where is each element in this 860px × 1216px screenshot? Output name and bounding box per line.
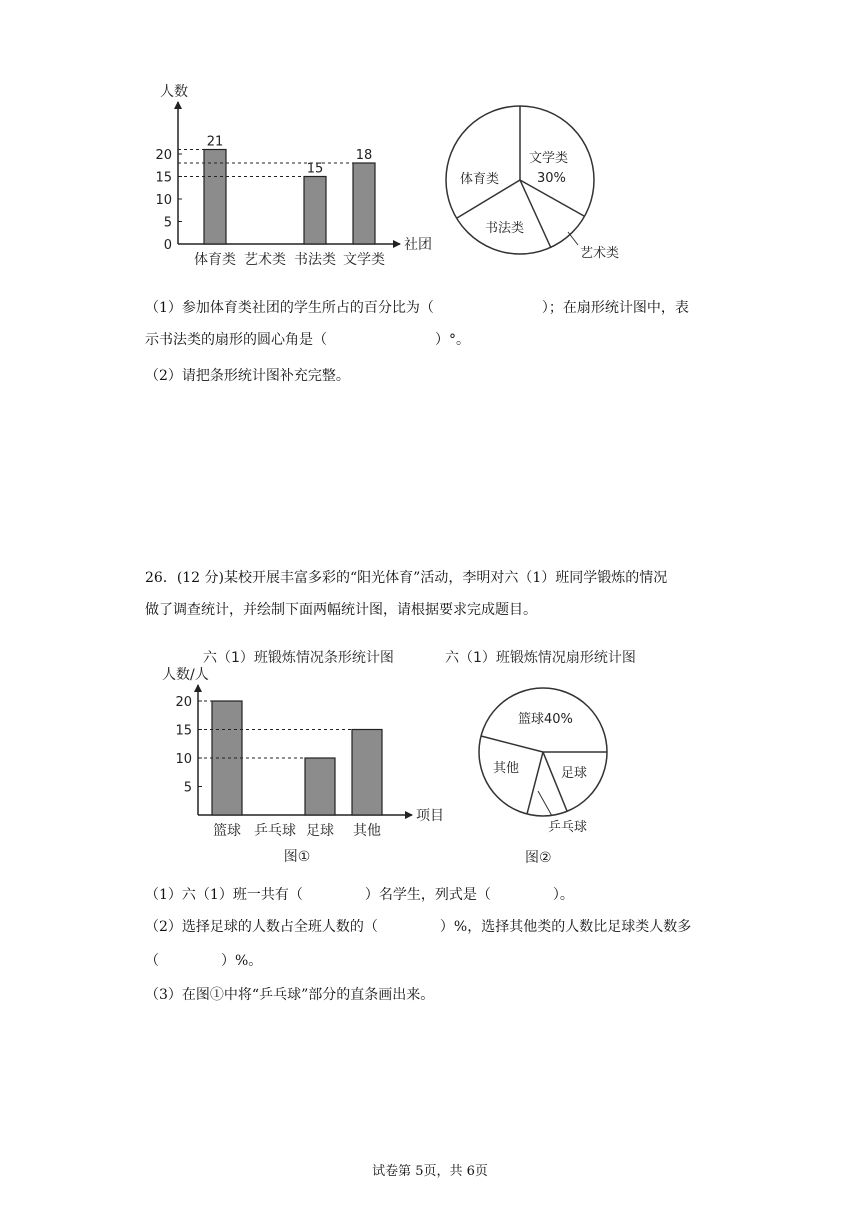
y-tick-label: 5	[183, 780, 192, 796]
y-tick-label: 10	[175, 752, 192, 767]
q26-intro-line2: 做了调查统计，并绘制下面两幅统计图，请根据要求完成题目。	[145, 602, 537, 618]
bar	[204, 150, 226, 245]
y-tick-label: 5	[163, 215, 172, 231]
q26-part2-line1: （2）选择足球的人数占全班人数的（ ）%，选择其他类的人数比足球类人数多	[145, 919, 692, 935]
bar-value-label: 18	[355, 148, 373, 163]
pie-label-other: 其他	[493, 761, 520, 776]
bar	[305, 758, 335, 815]
y-axis-arrow	[194, 684, 202, 692]
pie-label-arts: 艺术类	[580, 246, 620, 261]
pie-label-pingpong: 乒乓球	[548, 820, 588, 835]
x-axis-arrow	[393, 240, 401, 248]
x-tick-label: 篮球	[213, 823, 241, 839]
x-tick-label: 乒乓球	[254, 823, 296, 839]
bar-value-label: 15	[306, 161, 324, 177]
x-tick-label: 书法类	[294, 252, 336, 268]
pie-label-basketball: 篮球40%	[518, 712, 573, 727]
y-axis-label: 人数/人	[162, 667, 209, 683]
y-tick-label: 20	[175, 695, 192, 710]
q25-part1-line2: 示书法类的扇形的圆心角是（ ）°。	[145, 332, 470, 348]
q26-part1: （1）六（1）班一共有（ ）名学生，列式是（ ）。	[145, 887, 574, 903]
x-axis-arrow	[405, 811, 413, 819]
x-tick-label: 足球	[306, 823, 334, 839]
y-tick-label: 15	[155, 170, 172, 186]
x-tick-label: 文学类	[343, 252, 385, 268]
pie-label-football: 足球	[561, 766, 588, 781]
pie-label-calligraphy: 书法类	[485, 221, 525, 236]
q26-intro-line1: 26．(12 分)某校开展丰富多彩的“阳光体育”活动，李明对六（1）班同学锻炼的情况	[145, 570, 668, 586]
pie-label-sports: 体育类	[460, 172, 500, 187]
bar-chart-title: 六（1）班锻炼情况条形统计图	[203, 650, 394, 666]
page-footer: 试卷第 5页，共 6页	[372, 1164, 488, 1179]
club-pie-chart	[440, 100, 640, 270]
q25-part1-line1: （1）参加体育类社团的学生所占的百分比为（ ）；在扇形统计图中，表	[145, 300, 689, 316]
club-bar-chart	[150, 80, 440, 275]
x-tick-label: 体育类	[194, 252, 236, 268]
y-tick-label: 15	[175, 723, 192, 739]
bar	[353, 163, 375, 244]
x-axis-label: 社团	[404, 237, 432, 253]
pie-label-literature: 文学类	[529, 151, 569, 166]
x-axis-label: 项目	[416, 808, 444, 824]
pie-chart-title: 六（1）班锻炼情况扇形统计图	[445, 650, 636, 666]
pie-figure-caption: 图②	[525, 850, 552, 866]
y-axis-label: 人数	[160, 84, 188, 100]
y-tick-label: 0	[163, 238, 172, 253]
bar-value-label: 21	[206, 134, 224, 150]
y-tick-label: 10	[155, 193, 172, 208]
q25-part2: （2）请把条形统计图补充完整。	[145, 368, 350, 384]
exercise-bar-chart	[150, 665, 450, 870]
q26-part2-line2: （ ）%。	[145, 953, 263, 969]
q26-part3: （3）在图①中将“乒乓球”部分的直条画出来。	[145, 987, 435, 1003]
y-axis-arrow	[174, 101, 182, 109]
y-tick-label: 20	[155, 148, 172, 163]
bar	[352, 730, 382, 816]
bar	[304, 177, 326, 245]
bar-figure-caption: 图①	[283, 849, 311, 865]
x-tick-label: 艺术类	[244, 252, 286, 268]
exercise-pie-chart	[470, 680, 620, 870]
pie-label-literature-percent: 30%	[537, 171, 566, 186]
x-tick-label: 其他	[353, 823, 381, 839]
club-pie-leader	[568, 232, 578, 245]
